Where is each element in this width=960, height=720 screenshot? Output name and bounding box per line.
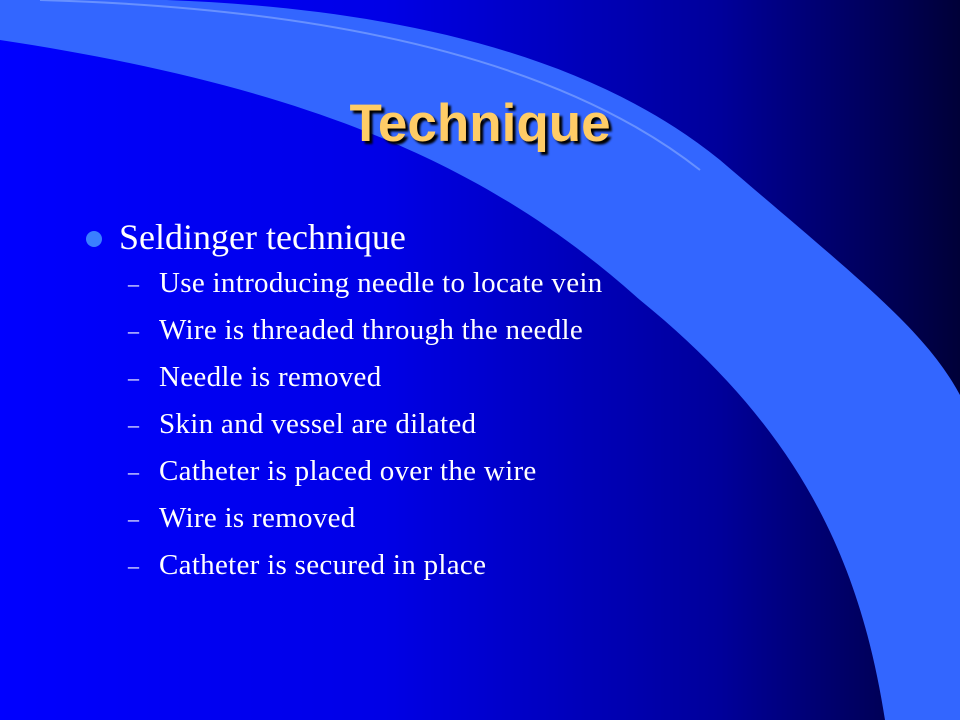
sub-bullet-item (86, 312, 886, 348)
dash-icon: – (128, 318, 140, 343)
bullet-list (86, 214, 886, 594)
bullet-dot-icon (86, 231, 102, 247)
sub-bullet-item (86, 406, 886, 442)
sub-bullet-text: Wire is removed (159, 502, 356, 534)
bullet-item-seldinger (86, 214, 886, 260)
sub-bullet-text: Needle is removed (159, 361, 382, 393)
sub-bullet-item (86, 500, 886, 536)
sub-bullet-text: Skin and vessel are dilated (159, 408, 477, 440)
dash-icon: – (128, 271, 140, 296)
bullet-text: Seldinger technique (119, 217, 406, 257)
slide-title: Technique (349, 94, 611, 153)
sub-bullet-text: Use introducing needle to locate vein (159, 267, 603, 299)
sub-bullet-text: Catheter is placed over the wire (159, 455, 537, 487)
sub-bullet-text: Wire is threaded through the needle (159, 314, 584, 346)
sub-bullet-text: Catheter is secured in place (159, 549, 487, 581)
dash-icon: – (128, 459, 140, 484)
dash-icon: – (128, 506, 140, 531)
dash-icon: – (128, 365, 140, 390)
dash-icon: – (128, 412, 140, 437)
sub-bullet-item (86, 547, 886, 583)
sub-bullet-item (86, 453, 886, 489)
sub-bullet-item (86, 359, 886, 395)
dash-icon: – (128, 553, 140, 578)
sub-bullet-item (86, 265, 886, 301)
